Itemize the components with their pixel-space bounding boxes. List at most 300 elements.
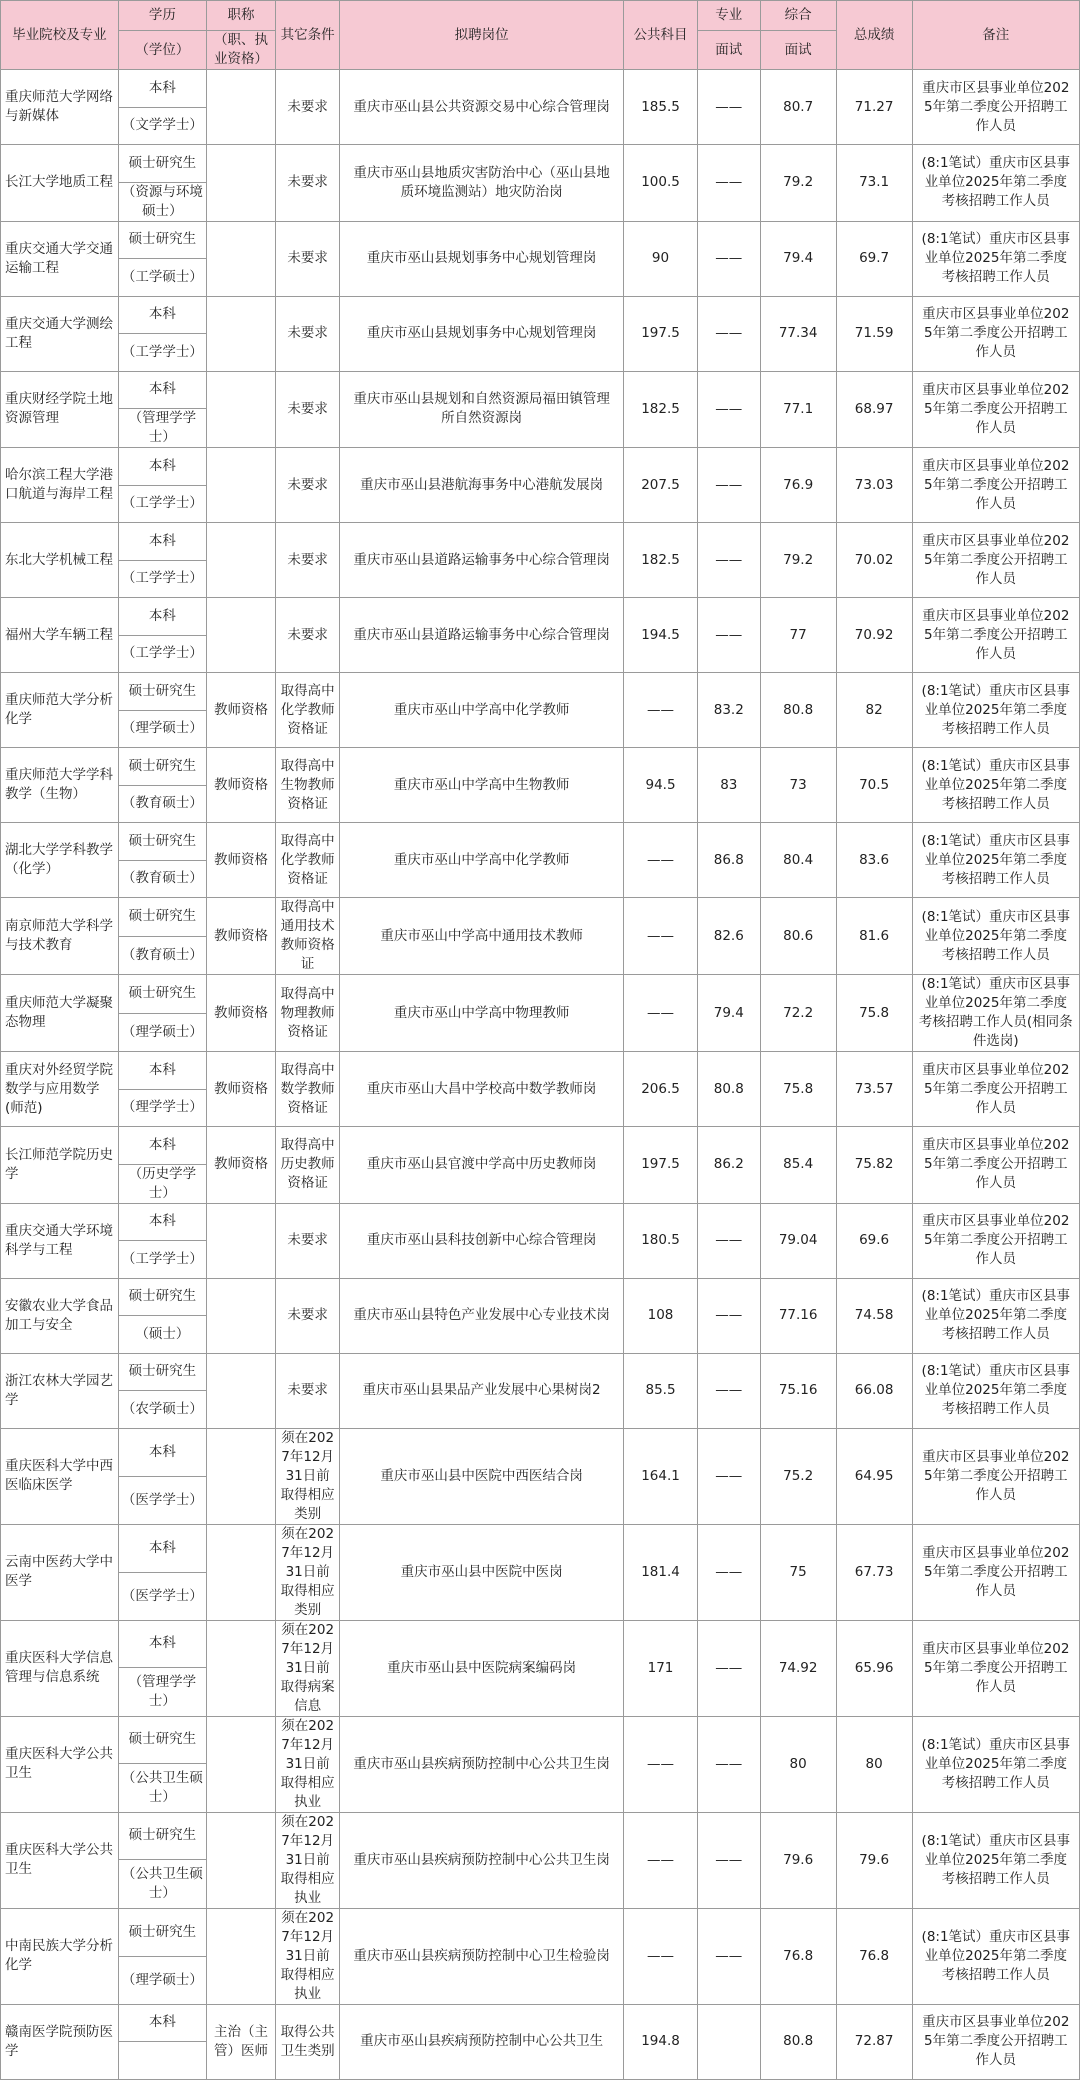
table-row <box>1 1278 1080 1316</box>
cell-school: 重庆师范大学分析化学 <box>1 673 119 748</box>
cell-post: 重庆市巫山县特色产业发展中心专业技术岗 <box>340 1278 624 1353</box>
cell-note: (8:1笔试）重庆市区县事业单位2025年第二季度考核招聘工作人员 <box>912 673 1079 748</box>
cell-qualification <box>206 145 275 222</box>
cell-comprehensive-score: 75.8 <box>760 1052 836 1127</box>
cell-school: 湖北大学学科教学（化学） <box>1 823 119 898</box>
cell-education: 硕士研究生 <box>118 1908 206 1956</box>
cell-education: 硕士研究生 <box>118 898 206 937</box>
table-row <box>1 371 1080 409</box>
cell-degree <box>118 2042 206 2080</box>
cell-degree: （工学学士） <box>118 334 206 372</box>
cell-note: 重庆市区县事业单位2025年第二季度公开招聘工作人员 <box>912 1620 1079 1716</box>
cell-school: 浙江农林大学园艺学 <box>1 1353 119 1428</box>
cell-note: (8:1笔试）重庆市区县事业单位2025年第二季度考核招聘工作人员 <box>912 1908 1079 2004</box>
cell-education: 硕士研究生 <box>118 975 206 1014</box>
table-row <box>1 598 1080 636</box>
cell-school: 重庆医科大学中西医临床医学 <box>1 1428 119 1524</box>
cell-school: 重庆交通大学测绘工程 <box>1 296 119 371</box>
table-row <box>1 1812 1080 1859</box>
cell-total-score: 73.57 <box>836 1052 912 1127</box>
cell-note: 重庆市区县事业单位2025年第二季度公开招聘工作人员 <box>912 371 1079 448</box>
cell-post: 重庆市巫山县规划和自然资源局福田镇管理所自然资源岗 <box>340 371 624 448</box>
cell-professional-score: 82.6 <box>697 898 760 975</box>
cell-other-conditions: 取得高中物理教师资格证 <box>276 975 340 1052</box>
cell-education: 本科 <box>118 371 206 409</box>
cell-note: (8:1笔试）重庆市区县事业单位2025年第二季度考核招聘工作人员 <box>912 748 1079 823</box>
cell-comprehensive-score: 80 <box>760 1716 836 1812</box>
cell-school: 安徽农业大学食品加工与安全 <box>1 1278 119 1353</box>
cell-school: 重庆交通大学交通运输工程 <box>1 221 119 296</box>
cell-note: (8:1笔试）重庆市区县事业单位2025年第二季度考核招聘工作人员 <box>912 1812 1079 1908</box>
cell-qualification: 教师资格 <box>206 823 275 898</box>
header-other: 其它条件 <box>276 1 340 70</box>
cell-total-score: 75.8 <box>836 975 912 1052</box>
cell-professional-score: 83.2 <box>697 673 760 748</box>
cell-comprehensive-score: 80.4 <box>760 823 836 898</box>
cell-public-score: 185.5 <box>624 70 698 145</box>
cell-school: 重庆对外经贸学院数学与应用数学(师范) <box>1 1052 119 1127</box>
cell-degree: （公共卫生硕士） <box>118 1859 206 1908</box>
cell-note: 重庆市区县事业单位2025年第二季度公开招聘工作人员 <box>912 598 1079 673</box>
table-row <box>1 145 1080 183</box>
table-row <box>1 1203 1080 1241</box>
cell-degree: （医学学士） <box>118 1476 206 1524</box>
table-row <box>1 1052 1080 1090</box>
table-row <box>1 748 1080 786</box>
cell-education: 硕士研究生 <box>118 221 206 259</box>
cell-other-conditions: 须在2027年12月31日前取得相应执业 <box>276 1812 340 1908</box>
cell-public-score: —— <box>624 1908 698 2004</box>
cell-qualification: 主治（主管）医师 <box>206 2004 275 2079</box>
cell-professional-score: 79.4 <box>697 975 760 1052</box>
cell-total-score: 74.58 <box>836 1278 912 1353</box>
table-row <box>1 1620 1080 1667</box>
cell-comprehensive-score: 79.2 <box>760 145 836 222</box>
cell-degree: （历史学学士） <box>118 1164 206 1203</box>
cell-total-score: 69.6 <box>836 1203 912 1278</box>
table-row <box>1 1127 1080 1165</box>
cell-note: 重庆市区县事业单位2025年第二季度公开招聘工作人员 <box>912 1203 1079 1278</box>
table-body <box>1 70 1080 2080</box>
cell-education: 本科 <box>118 70 206 108</box>
cell-qualification: 教师资格 <box>206 748 275 823</box>
cell-public-score: 182.5 <box>624 523 698 598</box>
cell-other-conditions: 未要求 <box>276 296 340 371</box>
table-row <box>1 1908 1080 1956</box>
cell-other-conditions: 未要求 <box>276 371 340 448</box>
table-row <box>1 523 1080 561</box>
cell-other-conditions: 取得高中化学教师资格证 <box>276 673 340 748</box>
cell-post: 重庆市巫山县疾病预防控制中心卫生检验岗 <box>340 1908 624 2004</box>
cell-comprehensive-score: 79.2 <box>760 523 836 598</box>
cell-note: (8:1笔试）重庆市区县事业单位2025年第二季度考核招聘工作人员 <box>912 1716 1079 1812</box>
table-row <box>1 975 1080 1014</box>
table-row <box>1 1716 1080 1763</box>
cell-school: 中南民族大学分析化学 <box>1 1908 119 2004</box>
cell-public-score: 182.5 <box>624 371 698 448</box>
cell-comprehensive-score: 79.4 <box>760 221 836 296</box>
header-professional: 专业 <box>697 1 760 31</box>
cell-professional-score: 83 <box>697 748 760 823</box>
cell-professional-score: —— <box>697 1812 760 1908</box>
cell-other-conditions: 未要求 <box>276 145 340 222</box>
cell-comprehensive-score: 77.34 <box>760 296 836 371</box>
cell-other-conditions: 未要求 <box>276 70 340 145</box>
header-degree: （学位） <box>118 31 206 70</box>
cell-post: 重庆市巫山县果品产业发展中心果树岗2 <box>340 1353 624 1428</box>
cell-note: (8:1笔试）重庆市区县事业单位2025年第二季度考核招聘工作人员 <box>912 145 1079 222</box>
cell-qualification <box>206 296 275 371</box>
cell-professional-score: —— <box>697 70 760 145</box>
table-row <box>1 2004 1080 2042</box>
cell-total-score: 80 <box>836 1716 912 1812</box>
cell-qualification <box>206 448 275 523</box>
cell-public-score: 207.5 <box>624 448 698 523</box>
cell-qualification: 教师资格 <box>206 1052 275 1127</box>
cell-note: 重庆市区县事业单位2025年第二季度公开招聘工作人员 <box>912 70 1079 145</box>
cell-other-conditions: 取得高中通用技术教师资格证 <box>276 898 340 975</box>
cell-education: 本科 <box>118 1620 206 1667</box>
cell-post: 重庆市巫山县道路运输事务中心综合管理岗 <box>340 598 624 673</box>
cell-degree: （管理学学士） <box>118 409 206 448</box>
cell-school: 重庆交通大学环境科学与工程 <box>1 1203 119 1278</box>
cell-comprehensive-score: 76.8 <box>760 1908 836 2004</box>
cell-total-score: 64.95 <box>836 1428 912 1524</box>
cell-comprehensive-score: 73 <box>760 748 836 823</box>
cell-professional-score: —— <box>697 1428 760 1524</box>
cell-total-score: 68.97 <box>836 371 912 448</box>
cell-note: 重庆市区县事业单位2025年第二季度公开招聘工作人员 <box>912 523 1079 598</box>
cell-comprehensive-score: 80.6 <box>760 898 836 975</box>
cell-professional-score: —— <box>697 1353 760 1428</box>
cell-other-conditions: 须在2027年12月31日前取得相应类别 <box>276 1428 340 1524</box>
table-header <box>1 1 1080 70</box>
cell-public-score: 180.5 <box>624 1203 698 1278</box>
cell-public-score: 100.5 <box>624 145 698 222</box>
cell-other-conditions: 未要求 <box>276 448 340 523</box>
cell-total-score: 73.1 <box>836 145 912 222</box>
cell-school: 重庆医科大学信息管理与信息系统 <box>1 1620 119 1716</box>
cell-professional-score: —— <box>697 371 760 448</box>
cell-professional-score: —— <box>697 1716 760 1812</box>
cell-comprehensive-score: 72.2 <box>760 975 836 1052</box>
cell-total-score: 73.03 <box>836 448 912 523</box>
cell-post: 重庆市巫山中学高中生物教师 <box>340 748 624 823</box>
cell-degree: （理学硕士） <box>118 710 206 748</box>
cell-school: 重庆师范大学学科教学（生物） <box>1 748 119 823</box>
cell-post: 重庆市巫山县中医院病案编码岗 <box>340 1620 624 1716</box>
cell-professional-score: —— <box>697 448 760 523</box>
cell-school: 南京师范大学科学与技术教育 <box>1 898 119 975</box>
cell-school: 长江师范学院历史学 <box>1 1127 119 1204</box>
cell-comprehensive-score: 75 <box>760 1524 836 1620</box>
cell-education: 硕士研究生 <box>118 1812 206 1859</box>
cell-public-score: —— <box>624 898 698 975</box>
cell-note: 重庆市区县事业单位2025年第二季度公开招聘工作人员 <box>912 296 1079 371</box>
cell-degree: （文学学士） <box>118 107 206 145</box>
cell-note: 重庆市区县事业单位2025年第二季度公开招聘工作人员 <box>912 448 1079 523</box>
header-education: 学历 <box>118 1 206 31</box>
cell-degree: （工学学士） <box>118 485 206 523</box>
cell-total-score: 71.27 <box>836 70 912 145</box>
cell-degree: （工学学士） <box>118 635 206 673</box>
cell-comprehensive-score: 80.8 <box>760 673 836 748</box>
cell-school: 哈尔滨工程大学港口航道与海岸工程 <box>1 448 119 523</box>
cell-degree: （工学硕士） <box>118 259 206 297</box>
cell-note: 重庆市区县事业单位2025年第二季度公开招聘工作人员 <box>912 1428 1079 1524</box>
cell-total-score: 75.82 <box>836 1127 912 1204</box>
cell-other-conditions: 须在2027年12月31日前取得相应类别 <box>276 1524 340 1620</box>
cell-education: 硕士研究生 <box>118 673 206 711</box>
cell-education: 本科 <box>118 2004 206 2042</box>
header-comprehensive-interview: 面试 <box>760 31 836 70</box>
cell-note: 重庆市区县事业单位2025年第二季度公开招聘工作人员 <box>912 2004 1079 2079</box>
cell-degree: （公共卫生硕士） <box>118 1763 206 1812</box>
cell-total-score: 70.92 <box>836 598 912 673</box>
table-row <box>1 673 1080 711</box>
table-row <box>1 823 1080 861</box>
cell-total-score: 76.8 <box>836 1908 912 2004</box>
cell-total-score: 70.02 <box>836 523 912 598</box>
cell-degree: （理学硕士） <box>118 1956 206 2004</box>
cell-degree: （教育硕士） <box>118 860 206 898</box>
cell-post: 重庆市巫山县规划事务中心规划管理岗 <box>340 296 624 371</box>
cell-education: 本科 <box>118 448 206 486</box>
cell-post: 重庆市巫山县疾病预防控制中心公共卫生 <box>340 2004 624 2079</box>
cell-total-score: 79.6 <box>836 1812 912 1908</box>
cell-degree: （硕士） <box>118 1316 206 1354</box>
cell-degree: （理学硕士） <box>118 1013 206 1052</box>
table-row <box>1 221 1080 259</box>
cell-school: 重庆师范大学网络与新媒体 <box>1 70 119 145</box>
cell-qualification <box>206 371 275 448</box>
header-public: 公共科目 <box>624 1 698 70</box>
cell-note: 重庆市区县事业单位2025年第二季度公开招聘工作人员 <box>912 1052 1079 1127</box>
header-comprehensive: 综合 <box>760 1 836 31</box>
cell-public-score: 171 <box>624 1620 698 1716</box>
header-school: 毕业院校及专业 <box>1 1 119 70</box>
cell-qualification <box>206 1428 275 1524</box>
cell-professional-score: —— <box>697 145 760 222</box>
cell-school: 重庆医科大学公共卫生 <box>1 1812 119 1908</box>
cell-professional-score: 80.8 <box>697 1052 760 1127</box>
cell-school: 重庆财经学院土地资源管理 <box>1 371 119 448</box>
cell-total-score: 72.87 <box>836 2004 912 2079</box>
table-row <box>1 1428 1080 1476</box>
cell-degree: （工学学士） <box>118 560 206 598</box>
cell-professional-score: —— <box>697 296 760 371</box>
cell-education: 本科 <box>118 598 206 636</box>
header-qualification: （职、执业资格） <box>206 31 275 70</box>
table-row <box>1 448 1080 486</box>
cell-professional-score: —— <box>697 1524 760 1620</box>
cell-comprehensive-score: 85.4 <box>760 1127 836 1204</box>
cell-qualification <box>206 1203 275 1278</box>
cell-public-score: 194.5 <box>624 598 698 673</box>
cell-professional-score: —— <box>697 1620 760 1716</box>
cell-note: (8:1笔试）重庆市区县事业单位2025年第二季度考核招聘工作人员 <box>912 221 1079 296</box>
cell-qualification: 教师资格 <box>206 673 275 748</box>
cell-education: 本科 <box>118 1127 206 1165</box>
cell-public-score: —— <box>624 1716 698 1812</box>
cell-school: 赣南医学院预防医学 <box>1 2004 119 2079</box>
cell-comprehensive-score: 75.2 <box>760 1428 836 1524</box>
cell-total-score: 67.73 <box>836 1524 912 1620</box>
table-row <box>1 898 1080 937</box>
cell-education: 本科 <box>118 296 206 334</box>
cell-public-score: 206.5 <box>624 1052 698 1127</box>
cell-other-conditions: 取得公共卫生类别 <box>276 2004 340 2079</box>
cell-note: (8:1笔试）重庆市区县事业单位2025年第二季度考核招聘工作人员(相同条件选岗) <box>912 975 1079 1052</box>
cell-post: 重庆市巫山县规划事务中心规划管理岗 <box>340 221 624 296</box>
cell-comprehensive-score: 80.7 <box>760 70 836 145</box>
cell-qualification <box>206 1812 275 1908</box>
cell-qualification <box>206 1908 275 2004</box>
cell-school: 重庆师范大学凝聚态物理 <box>1 975 119 1052</box>
cell-public-score: 85.5 <box>624 1353 698 1428</box>
cell-post: 重庆市巫山大昌中学校高中数学教师岗 <box>340 1052 624 1127</box>
cell-other-conditions: 须在2027年12月31日前取得相应执业 <box>276 1908 340 2004</box>
cell-school: 长江大学地质工程 <box>1 145 119 222</box>
cell-comprehensive-score: 77.16 <box>760 1278 836 1353</box>
cell-school: 云南中医药大学中医学 <box>1 1524 119 1620</box>
cell-note: 重庆市区县事业单位2025年第二季度公开招聘工作人员 <box>912 1127 1079 1204</box>
cell-professional-score: —— <box>697 1203 760 1278</box>
header-post: 拟聘岗位 <box>340 1 624 70</box>
cell-qualification: 教师资格 <box>206 975 275 1052</box>
cell-professional-score: —— <box>697 598 760 673</box>
cell-post: 重庆市巫山县官渡中学高中历史教师岗 <box>340 1127 624 1204</box>
cell-total-score: 81.6 <box>836 898 912 975</box>
cell-other-conditions: 取得高中历史教师资格证 <box>276 1127 340 1204</box>
cell-other-conditions: 须在2027年12月31日前取得相应执业 <box>276 1716 340 1812</box>
cell-post: 重庆市巫山县科技创新中心综合管理岗 <box>340 1203 624 1278</box>
cell-professional-score: 86.2 <box>697 1127 760 1204</box>
cell-note: 重庆市区县事业单位2025年第二季度公开招聘工作人员 <box>912 1524 1079 1620</box>
cell-education: 硕士研究生 <box>118 1353 206 1391</box>
cell-degree: （医学学士） <box>118 1572 206 1620</box>
cell-education: 硕士研究生 <box>118 145 206 183</box>
cell-education: 硕士研究生 <box>118 1278 206 1316</box>
cell-other-conditions: 未要求 <box>276 1278 340 1353</box>
cell-public-score: —— <box>624 823 698 898</box>
cell-degree: （教育硕士） <box>118 785 206 823</box>
cell-public-score: 194.8 <box>624 2004 698 2079</box>
cell-education: 硕士研究生 <box>118 823 206 861</box>
cell-total-score: 83.6 <box>836 823 912 898</box>
cell-other-conditions: 未要求 <box>276 523 340 598</box>
cell-education: 本科 <box>118 1203 206 1241</box>
cell-professional-score: 86.8 <box>697 823 760 898</box>
table-row <box>1 1524 1080 1572</box>
cell-other-conditions: 未要求 <box>276 1203 340 1278</box>
cell-comprehensive-score: 76.9 <box>760 448 836 523</box>
cell-professional-score: —— <box>697 523 760 598</box>
cell-total-score: 65.96 <box>836 1620 912 1716</box>
cell-education: 本科 <box>118 523 206 561</box>
cell-other-conditions: 取得高中数学教师资格证 <box>276 1052 340 1127</box>
cell-qualification <box>206 1524 275 1620</box>
cell-post: 重庆市巫山县中医院中医岗 <box>340 1524 624 1620</box>
cell-post: 重庆市巫山县港航海事务中心港航发展岗 <box>340 448 624 523</box>
cell-professional-score: —— <box>697 1908 760 2004</box>
cell-public-score: —— <box>624 975 698 1052</box>
table-row <box>1 296 1080 334</box>
cell-education: 硕士研究生 <box>118 748 206 786</box>
cell-degree: （教育硕士） <box>118 936 206 975</box>
cell-other-conditions: 须在2027年12月31日前取得病案信息 <box>276 1620 340 1716</box>
cell-note: (8:1笔试）重庆市区县事业单位2025年第二季度考核招聘工作人员 <box>912 898 1079 975</box>
cell-post: 重庆市巫山中学高中化学教师 <box>340 823 624 898</box>
cell-professional-score: —— <box>697 1278 760 1353</box>
cell-other-conditions: 未要求 <box>276 1353 340 1428</box>
cell-education: 本科 <box>118 1052 206 1090</box>
cell-public-score: 181.4 <box>624 1524 698 1620</box>
cell-comprehensive-score: 77.1 <box>760 371 836 448</box>
table-row <box>1 1353 1080 1391</box>
cell-other-conditions: 取得高中生物教师资格证 <box>276 748 340 823</box>
header-total: 总成绩 <box>836 1 912 70</box>
cell-post: 重庆市巫山县中医院中西医结合岗 <box>340 1428 624 1524</box>
cell-other-conditions: 未要求 <box>276 598 340 673</box>
cell-school: 福州大学车辆工程 <box>1 598 119 673</box>
cell-note: (8:1笔试）重庆市区县事业单位2025年第二季度考核招聘工作人员 <box>912 823 1079 898</box>
cell-education: 本科 <box>118 1428 206 1476</box>
cell-qualification <box>206 1278 275 1353</box>
cell-degree: （理学学士） <box>118 1089 206 1127</box>
cell-qualification <box>206 1716 275 1812</box>
cell-qualification <box>206 523 275 598</box>
cell-comprehensive-score: 74.92 <box>760 1620 836 1716</box>
cell-professional-score: —— <box>697 221 760 296</box>
cell-post: 重庆市巫山中学高中通用技术教师 <box>340 898 624 975</box>
cell-total-score: 66.08 <box>836 1353 912 1428</box>
cell-public-score: 108 <box>624 1278 698 1353</box>
cell-qualification <box>206 1620 275 1716</box>
cell-post: 重庆市巫山中学高中化学教师 <box>340 673 624 748</box>
cell-total-score: 82 <box>836 673 912 748</box>
header-title: 职称 <box>206 1 275 31</box>
cell-qualification: 教师资格 <box>206 898 275 975</box>
header-note: 备注 <box>912 1 1079 70</box>
cell-qualification <box>206 598 275 673</box>
table-row <box>1 70 1080 108</box>
cell-qualification <box>206 1353 275 1428</box>
cell-qualification <box>206 70 275 145</box>
cell-post: 重庆市巫山县疾病预防控制中心公共卫生岗 <box>340 1812 624 1908</box>
cell-comprehensive-score: 77 <box>760 598 836 673</box>
cell-comprehensive-score: 79.04 <box>760 1203 836 1278</box>
cell-comprehensive-score: 75.16 <box>760 1353 836 1428</box>
cell-education: 硕士研究生 <box>118 1716 206 1763</box>
cell-degree: （农学硕士） <box>118 1391 206 1429</box>
header-professional-interview: 面试 <box>697 31 760 70</box>
cell-other-conditions: 未要求 <box>276 221 340 296</box>
cell-post: 重庆市巫山中学高中物理教师 <box>340 975 624 1052</box>
cell-degree: （工学学士） <box>118 1241 206 1279</box>
cell-other-conditions: 取得高中化学教师资格证 <box>276 823 340 898</box>
cell-professional-score <box>697 2004 760 2079</box>
cell-post: 重庆市巫山县地质灾害防治中心（巫山县地质环境监测站）地灾防治岗 <box>340 145 624 222</box>
cell-degree: （管理学学士） <box>118 1667 206 1716</box>
cell-comprehensive-score: 80.8 <box>760 2004 836 2079</box>
cell-note: (8:1笔试）重庆市区县事业单位2025年第二季度考核招聘工作人员 <box>912 1278 1079 1353</box>
cell-public-score: 90 <box>624 221 698 296</box>
cell-public-score: 197.5 <box>624 1127 698 1204</box>
cell-degree: （资源与环境硕士） <box>118 182 206 221</box>
cell-comprehensive-score: 79.6 <box>760 1812 836 1908</box>
cell-school: 重庆医科大学公共卫生 <box>1 1716 119 1812</box>
